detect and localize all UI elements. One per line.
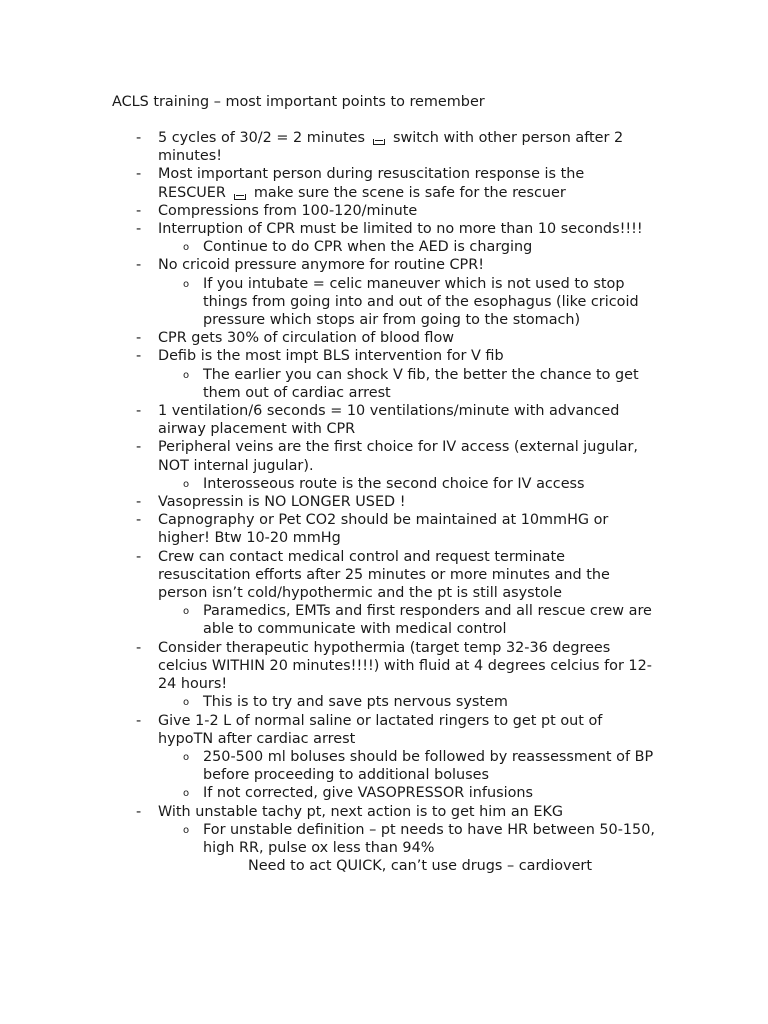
item-text: 1 ventilation/6 seconds = 10 ventilations/minute with advanced airway placement with CPR (158, 403, 620, 438)
list-item (0, 438, 656, 493)
bullet-dash: - (136, 403, 142, 420)
sub-list-item (183, 475, 658, 493)
bullet-dash: - (136, 166, 142, 183)
sub-list (183, 602, 656, 638)
list-item (0, 129, 656, 165)
item-text: Give 1-2 L of normal saline or lactated ringers to get pt out of hypoTN after cardiac arrest (158, 712, 603, 747)
bullet-circle: o (183, 242, 190, 254)
bullet-circle: o (183, 478, 190, 490)
item-text: With unstable tachy pt, next action is to get him an EKG (158, 803, 564, 820)
sub-item-text: Continue to do CPR when the AED is charging (203, 239, 533, 256)
item-text-continued: switch with other person after 2 minutes! (158, 130, 624, 165)
arrow-icon (373, 139, 385, 145)
bullet-dash: - (136, 494, 142, 511)
item-text: CPR gets 30% of circulation of blood flow (158, 330, 455, 347)
list-item (0, 402, 656, 438)
bullet-dash: - (136, 257, 142, 274)
list-item (0, 256, 656, 329)
notes-list (0, 129, 768, 875)
list-item (0, 639, 656, 712)
bullet-circle: o (183, 606, 190, 618)
item-text: No cricoid pressure anymore for routine CPR! (158, 257, 485, 274)
page-title: ACLS training – most important points to remember (112, 94, 485, 110)
bullet-dash: - (136, 512, 142, 529)
item-text-continued: make sure the scene is safe for the rescuer (253, 184, 566, 201)
bullet-dash: - (136, 330, 142, 347)
sub-list-item (183, 366, 658, 402)
sub-item-text: If you intubate = celic maneuver which is not used to stop things from going into and out of the esophagus (like cricoid pressure which stops air from going to the stomach) (203, 275, 639, 329)
bullet-dash: - (136, 639, 142, 656)
bullet-dash: - (136, 202, 142, 219)
sub-list-item (183, 602, 658, 638)
sub-item-text: This is to try and save pts nervous system (203, 694, 508, 711)
bullet-circle: o (183, 824, 190, 836)
sub-list-item (183, 821, 658, 857)
sub-item-text: Interosseous route is the second choice for IV access (203, 475, 585, 492)
sub-item-text: If not corrected, give VASOPRESSOR infusions (203, 785, 534, 802)
sub-list-item (183, 275, 658, 330)
bullet-circle: o (183, 788, 190, 800)
arrow-icon (234, 194, 246, 200)
sub-list (183, 238, 656, 256)
bullet-dash: - (136, 712, 142, 729)
item-text: Crew can contact medical control and request terminate resuscitation efforts after 25 minutes or more minutes and the person isn’t cold/hypothermic and the pt is still asystole (158, 548, 610, 602)
sub-list (183, 366, 656, 402)
bullet-circle: o (183, 751, 190, 763)
sub-item-text: For unstable definition – pt needs to have HR between 50-150, high RR, pulse ox less than 94% (203, 821, 655, 856)
list-item (0, 548, 656, 639)
item-text: Interruption of CPR must be limited to no more than 10 seconds!!!! (158, 221, 643, 238)
item-text: Defib is the most impt BLS intervention for V fib (158, 348, 504, 365)
sub-item-text: The earlier you can shock V fib, the better the chance to get them out of cardiac arrest (203, 366, 639, 401)
list-item (0, 712, 656, 803)
item-text: 5 cycles of 30/2 = 2 minutes (158, 130, 365, 146)
sub-item-text: Paramedics, EMTs and first responders and all rescue crew are able to communicate with medical control (203, 603, 652, 638)
item-text: Most important person during resuscitation response is the RESCUER (158, 166, 585, 201)
list-item (0, 202, 656, 220)
list-item (0, 165, 656, 201)
sub-list-item (183, 784, 658, 802)
sub-list-item (183, 693, 658, 711)
item-text: Peripheral veins are the first choice for IV access (external jugular, NOT internal jugular). (158, 439, 638, 474)
sub-list (183, 693, 656, 711)
bullet-dash: - (136, 548, 142, 565)
item-text: Consider therapeutic hypothermia (target temp 32-36 degrees celcius WITHIN 20 minutes!!!!) with fluid at 4 degrees celcius for 12-24 hours! (158, 639, 652, 693)
item-text: Vasopressin is NO LONGER USED ! (158, 494, 406, 511)
bullet-dash: - (136, 221, 142, 238)
extra-note: Need to act QUICK, can’t use drugs – cardiovert (248, 858, 592, 875)
bullet-circle: o (183, 278, 190, 290)
bullet-dash: - (136, 803, 142, 820)
list-item (0, 511, 656, 547)
item-text: Compressions from 100-120/minute (158, 202, 418, 219)
bullet-dash: - (136, 439, 142, 456)
sub-item-text: 250-500 ml boluses should be followed by reassessment of BP before proceeding to additional boluses (203, 748, 654, 784)
sub-list-item (183, 238, 658, 256)
sub-list (183, 475, 656, 493)
sub-list (183, 821, 656, 857)
list-item (0, 803, 656, 876)
bullet-circle: o (183, 697, 190, 709)
list-item (0, 329, 656, 347)
list-item (0, 220, 656, 256)
list-item (0, 347, 656, 402)
bullet-circle: o (183, 369, 190, 381)
sub-list (183, 748, 656, 803)
sub-list-item (183, 748, 658, 784)
item-text: Capnography or Pet CO2 should be maintained at 10mmHG or higher! Btw 10-20 mmHg (158, 512, 609, 547)
bullet-dash: - (136, 130, 142, 146)
sub-list (183, 275, 656, 330)
list-item (0, 493, 656, 511)
bullet-dash: - (136, 348, 142, 365)
